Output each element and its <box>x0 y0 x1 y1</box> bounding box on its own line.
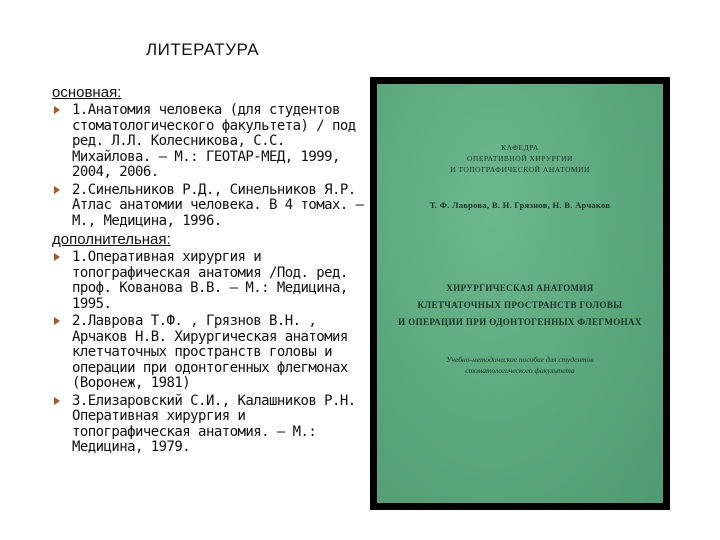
list-item-text: 1.Оперативная хирургия и топографическая анатомия /Под. ред. проф. Кованова В.В. – М.: Медицина, 1995. <box>72 249 348 312</box>
cover-title-line: ХИРУРГИЧЕСКАЯ АНАТОМИЯ <box>446 283 594 293</box>
slide-title: ЛИТЕРАТУРА <box>146 40 260 59</box>
cover-subtitle-line: стоматологического факультета <box>465 366 575 375</box>
bullet-arrow-icon <box>54 397 60 405</box>
cover-department-line: КАФЕДРА <box>501 143 539 152</box>
cover-department <box>377 142 663 175</box>
cover-subtitle <box>377 354 663 376</box>
cover-title <box>377 280 663 331</box>
cover-department-line: И ТОПОГРАФИЧЕСКОЙ АНАТОМИИ <box>450 165 590 174</box>
primary-items <box>52 103 370 229</box>
cover-title-line: КЛЕТЧАТОЧНЫХ ПРОСТРАНСТВ ГОЛОВЫ <box>417 300 623 310</box>
bullet-arrow-icon <box>54 106 60 114</box>
cover-title-line: И ОПЕРАЦИИ ПРИ ОДОНТОГЕННЫХ ФЛЕГМОНАХ <box>398 317 642 327</box>
primary-heading: основная: <box>52 84 122 101</box>
cover-authors: Т. Ф. Лаврова, В. Н. Грязнов, Н. В. Арчаков <box>429 200 611 210</box>
cover-subtitle-line: Учебно-методическое пособие для студентов <box>446 355 594 364</box>
secondary-items <box>52 250 370 456</box>
book-cover <box>377 84 663 503</box>
list-item <box>52 250 370 312</box>
bullet-arrow-icon <box>54 186 60 194</box>
bullet-arrow-icon <box>54 317 60 325</box>
literature-list <box>52 84 370 458</box>
list-item <box>52 314 370 392</box>
list-item <box>52 183 370 230</box>
list-item-text: 2.Синельников Р.Д., Синельников Я.Р. Атлас анатомии человека. В 4 томах. – М., Медицина, 1996. <box>72 181 364 229</box>
secondary-heading: дополнительная: <box>52 231 171 248</box>
list-item-text: 2.Лаврова Т.Ф. , Грязнов В.Н. , Арчаков Н.В. Хирургическая анатомия клетчаточных пространств головы и операции при одонтогенных флегмонах (Воронеж, 1981) <box>72 313 348 391</box>
list-item-text: 3.Елизаровский С.И., Калашников Р.Н. Оперативная хирургия и топографическая анатомия. – М.: Медицина, 1979. <box>72 392 356 455</box>
book-cover-image <box>370 77 670 510</box>
list-item <box>52 103 370 181</box>
list-item <box>52 394 370 456</box>
list-item-text: 1.Анатомия человека (для студентов стоматологического факультета) / под ред. Л.Л. Колесникова, С.С. Михайлова. – М.: ГЕОТАР-МЕД, 1999, 2004, 2006. <box>72 102 356 180</box>
bullet-arrow-icon <box>54 253 60 261</box>
cover-department-line: ОПЕРАТИВНОЙ ХИРУРГИИ <box>467 154 573 163</box>
